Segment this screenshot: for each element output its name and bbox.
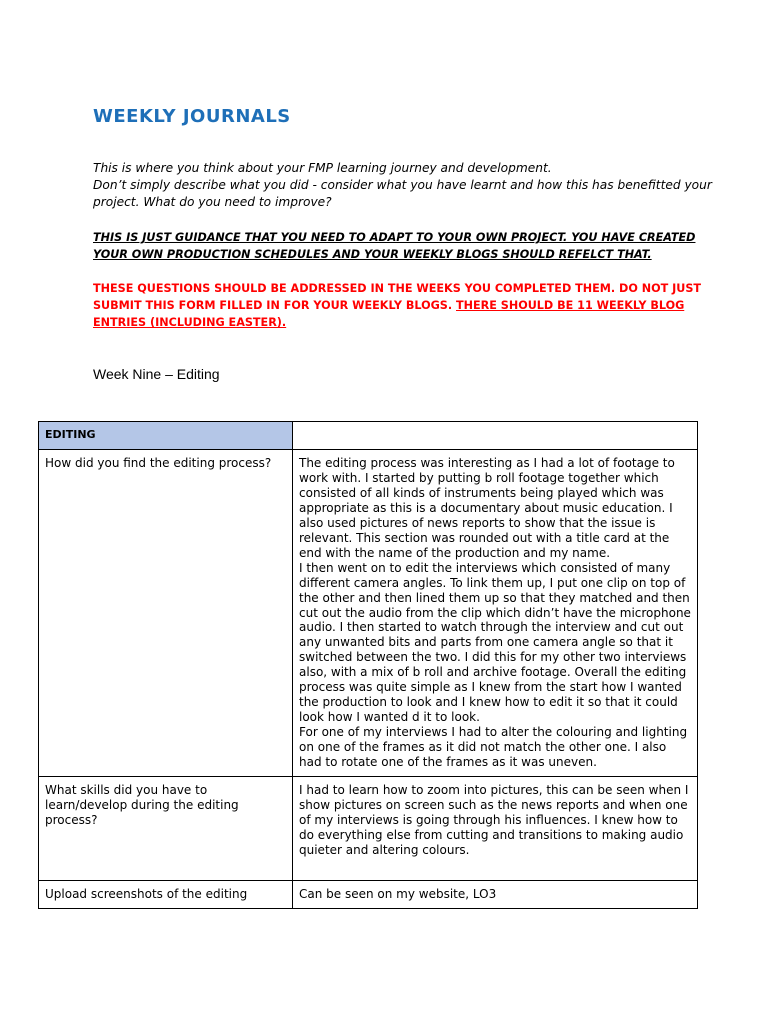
table-row bbox=[39, 777, 698, 881]
answer-cell bbox=[293, 450, 698, 777]
answer-paragraph: The editing process was interesting as I had a lot of footage to work with. I started by putting b roll footage together which consisted of all kinds of instruments being played which was appropriate as this is a documentary about music education. I also used pictures of news reports to show that the issue is relevant. This section was rounded out with a title card at the end with the name of the production and my name. bbox=[299, 456, 675, 560]
warning-text: THESE QUESTIONS SHOULD BE ADDRESSED IN THE WEEKS YOU COMPLETED THEM. DO NOT JUST SUBMIT THIS FORM FILLED IN FOR YOUR WEEKLY BLOGS. bbox=[93, 282, 702, 312]
intro-text bbox=[93, 160, 713, 211]
answer-cell bbox=[293, 880, 698, 908]
journal-table bbox=[38, 421, 698, 909]
answer-paragraph: I had to learn how to zoom into pictures, this can be seen when I show pictures on screen such as the news reports and when one of my interviews is going through his influences. I knew how to do everything else from cutting and transitions to making audio quieter and altering colours. bbox=[299, 783, 689, 857]
table-row bbox=[39, 450, 698, 777]
page-title: WEEKLY JOURNALS bbox=[93, 106, 291, 127]
answer-paragraph: Can be seen on my website, LO3 bbox=[299, 886, 497, 901]
guidance-note: THIS IS JUST GUIDANCE THAT YOU NEED TO ADAPT TO YOUR OWN PROJECT. YOU HAVE CREATED YOUR OWN PRODUCTION SCHEDULES AND YOUR WEEKLY BLOGS SHOULD REFELCT THAT. bbox=[93, 231, 696, 261]
answer-paragraph: For one of my interviews I had to alter the colouring and lighting on one of the frames as it did not match the other one. I also had to rotate one of the frames as it was uneven. bbox=[299, 725, 688, 770]
warning-underlined-text: THERE SHOULD BE 11 WEEKLY BLOG ENTRIES (INCLUDING EASTER). bbox=[93, 299, 685, 329]
table-row bbox=[39, 880, 698, 908]
question-cell: What skills did you have to learn/develop during the editing process? bbox=[39, 777, 293, 881]
warning-note bbox=[93, 280, 713, 331]
answer-cell bbox=[293, 777, 698, 881]
table-header-empty-cell bbox=[293, 422, 698, 450]
question-cell: Upload screenshots of the editing bbox=[39, 880, 293, 908]
question-cell: How did you find the editing process? bbox=[39, 450, 293, 777]
intro-line-2: Don’t simply describe what you did - consider what you have learnt and how this has benefitted your project. What do you need to improve? bbox=[93, 178, 712, 209]
week-heading: Week Nine – Editing bbox=[93, 366, 220, 382]
table-header-cell: EDITING bbox=[39, 422, 293, 450]
table-header-row bbox=[39, 422, 698, 450]
intro-line-1: This is where you think about your FMP learning journey and development. bbox=[93, 161, 552, 175]
answer-paragraph: I then went on to edit the interviews which consisted of many different camera angles. To link them up, I put one clip on top of the other and then lined them up so that they matched and then cut out the audio from the clip which didn’t have the microphone audio. I then started to watch through the interview and cut out any unwanted bits and parts from one camera angle so that it switched between the two. I did this for my other two interviews also, with a mix of b roll and archive footage. Overall the editing process was quite simple as I knew from the start how I wanted the production to look and I knew how to edit it so that it could look how I wanted d it to look. bbox=[299, 560, 691, 725]
